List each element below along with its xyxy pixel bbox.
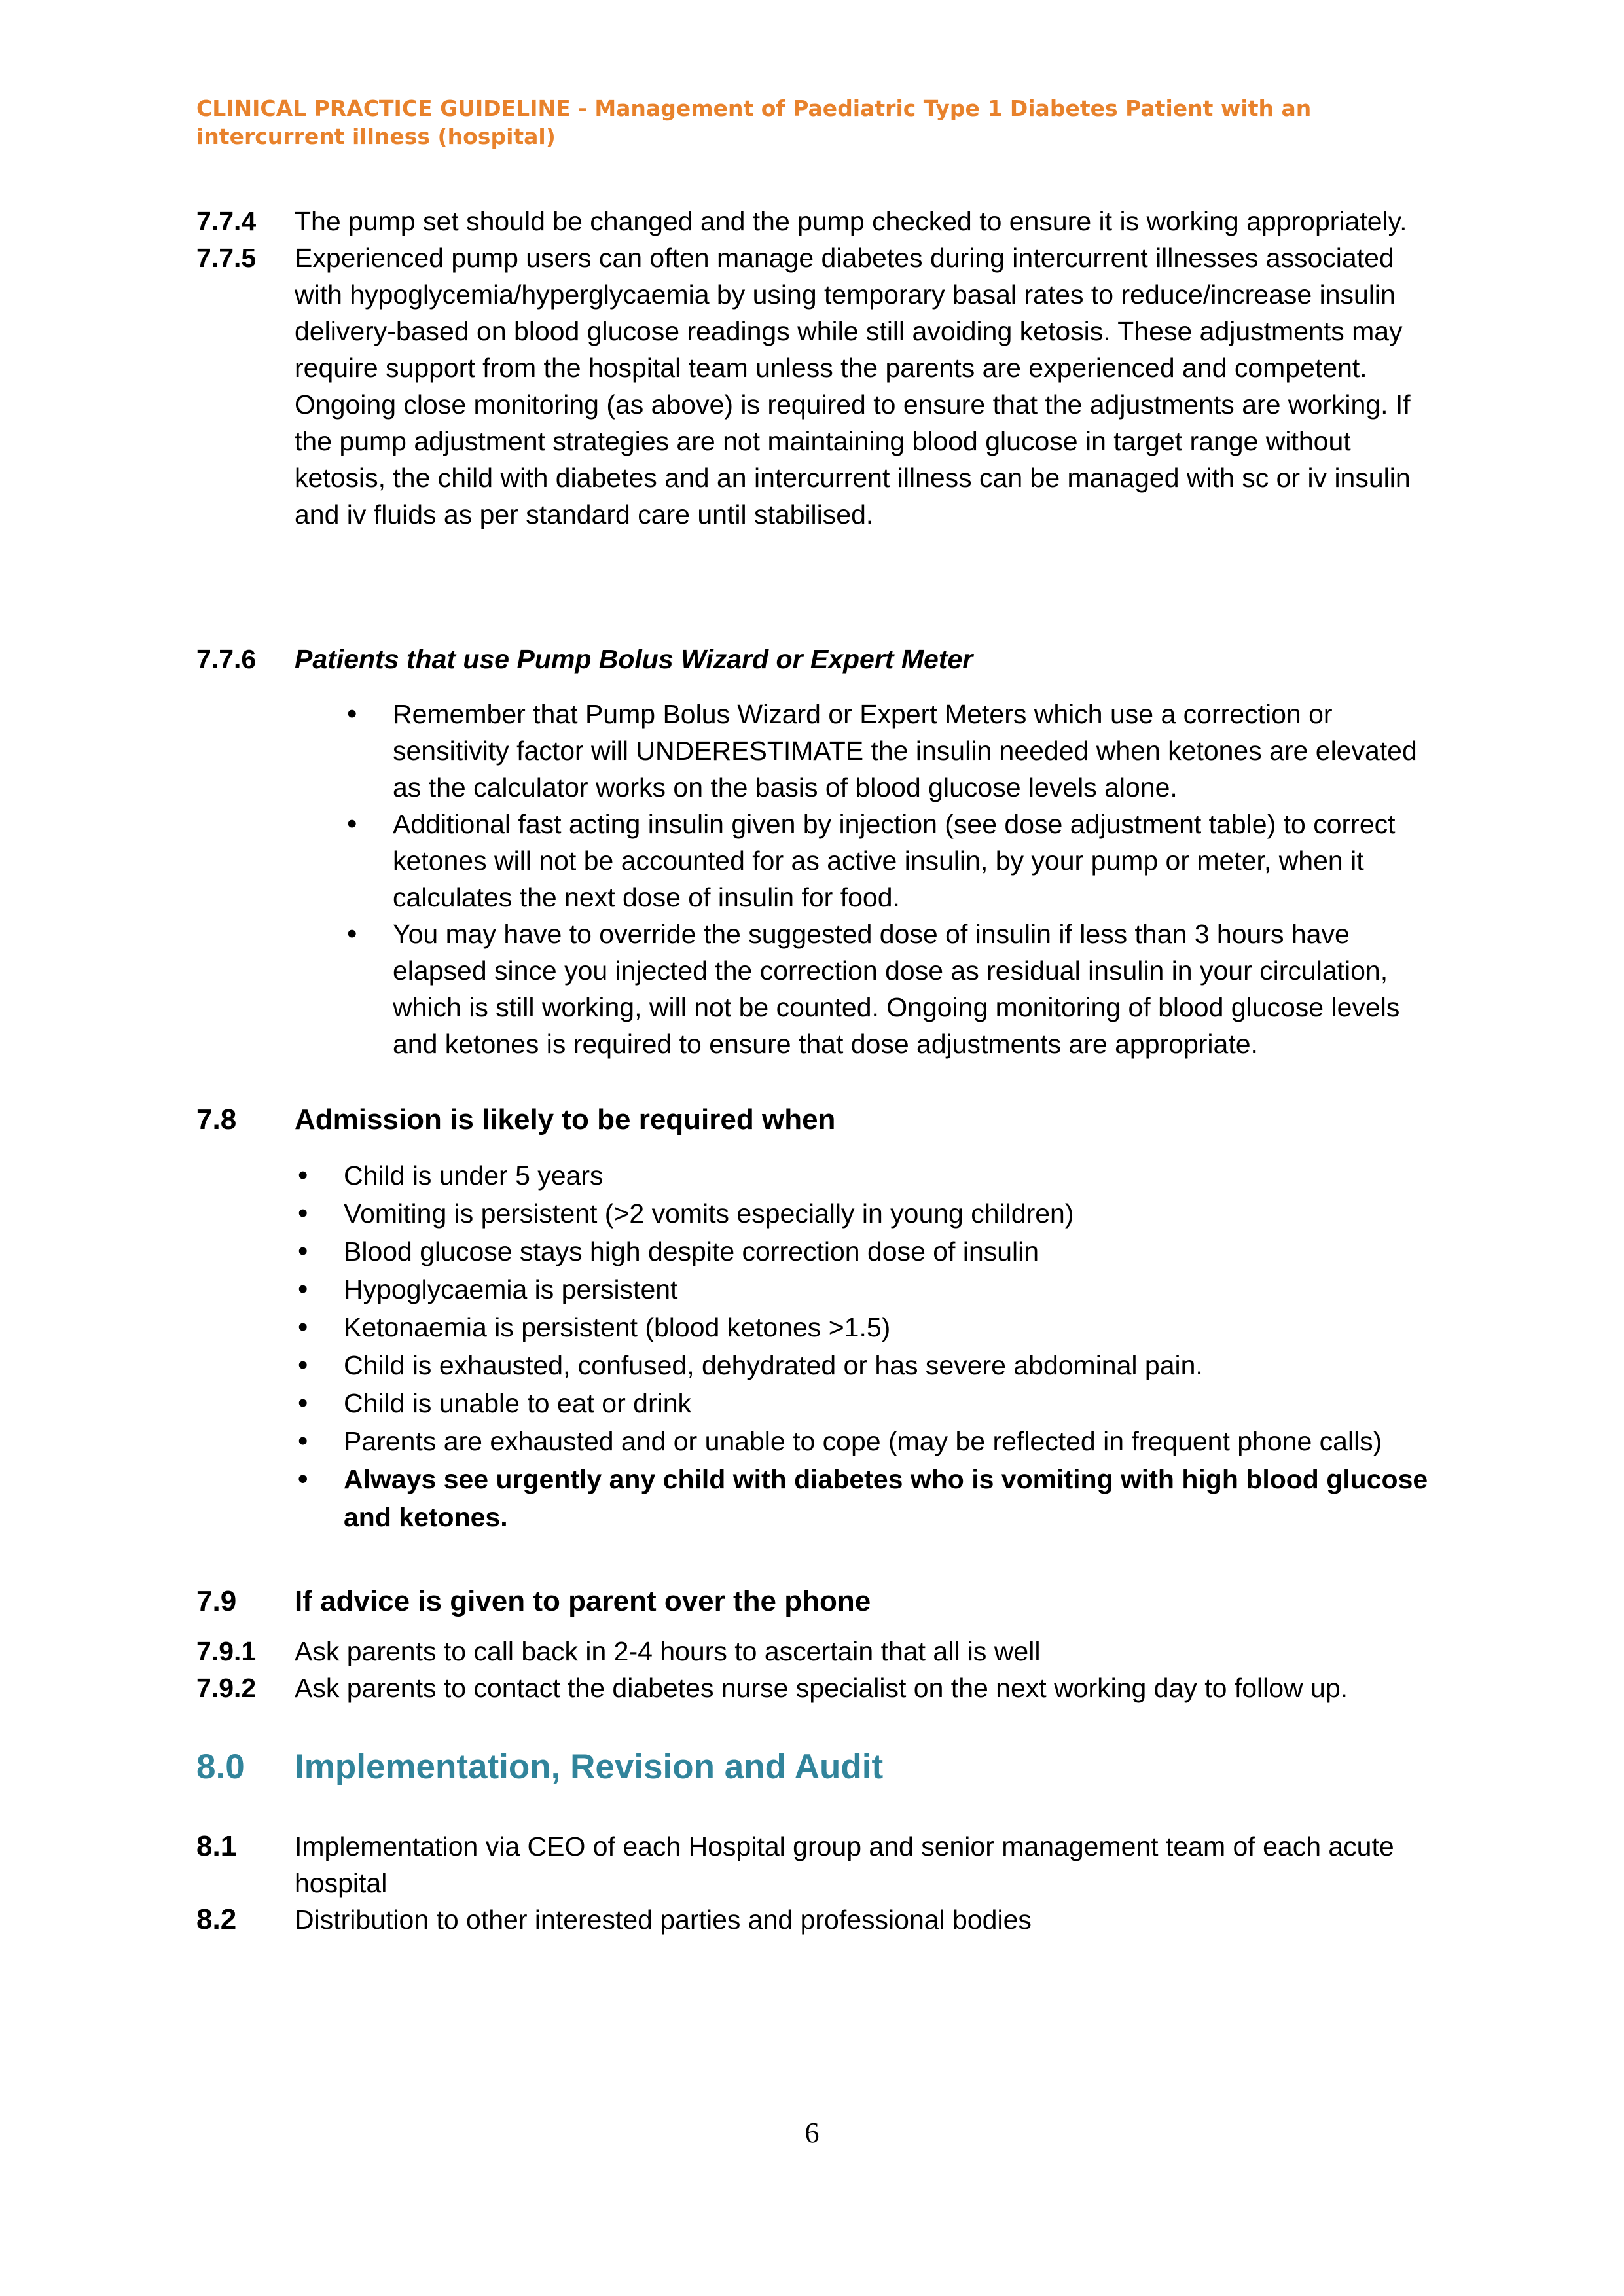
paragraph: Experienced pump users can often manage diabetes during intercurrent illnesses associated with hypoglycemia/hyperglycaemia by using temporary basal rates to reduce/increase insulin delivery-based on blood glucose readings while still avoiding ketosis. These adjustments may require support from the hospital team unless the parents are experienced and competent. Ongoing close monitoring (as above) is required to ensure that the adjustments are working. If the pump adjustment strategies are not maintaining blood glucose in target range without ketosis, the child with diabetes and an intercurrent illness can be managed with sc or iv insulin and iv fluids as per standard care until stabilised. bbox=[295, 243, 1411, 529]
section-number: 7.9.2 bbox=[196, 1673, 257, 1703]
list-item: • Child is under 5 years bbox=[344, 1157, 1440, 1194]
list-item: • Vomiting is persistent (>2 vomits especially in young children) bbox=[344, 1194, 1440, 1232]
header-line-2: intercurrent illness (hospital) bbox=[196, 124, 556, 149]
section-7-7-5 bbox=[196, 240, 1440, 533]
list-item: • You may have to override the suggested dose of insulin if less than 3 hours have elapsed since you injected the correction dose as residual insulin in your circulation, which is still working, will not be counted. Ongoing monitoring of blood glucose levels and ketones is required to ensure that dose adjustments are appropriate. bbox=[393, 916, 1440, 1062]
section-number: 7.9.1 bbox=[196, 1636, 257, 1666]
section-7-7-6-heading bbox=[196, 641, 1440, 677]
section-7-9-heading bbox=[196, 1583, 1440, 1620]
section-number: 8.0 bbox=[196, 1748, 245, 1786]
list-item: • Child is unable to eat or drink bbox=[344, 1384, 1440, 1422]
section-7-7-4 bbox=[196, 203, 1440, 240]
list-item: • Child is exhausted, confused, dehydrated or has severe abdominal pain. bbox=[344, 1346, 1440, 1384]
admission-criteria-list bbox=[344, 1157, 1440, 1536]
paragraph: Distribution to other interested parties and professional bodies bbox=[295, 1905, 1032, 1935]
running-header bbox=[196, 94, 1440, 151]
section-number: 8.1 bbox=[196, 1830, 237, 1862]
section-8-2 bbox=[196, 1901, 1440, 1938]
paragraph: Ask parents to call back in 2-4 hours to ascertain that all is well bbox=[295, 1636, 1041, 1666]
list-item: • Additional fast acting insulin given by injection (see dose adjustment table) to correct ketones will not be accounted for as active insulin, by your pump or meter, when it calculates the next dose of insulin for food. bbox=[393, 806, 1440, 916]
paragraph: Ask parents to contact the diabetes nurse specialist on the next working day to follow up. bbox=[295, 1673, 1348, 1703]
paragraph: The pump set should be changed and the pump checked to ensure it is working appropriately. bbox=[295, 206, 1407, 236]
paragraph: Implementation via CEO of each Hospital group and senior management team of each acute hospital bbox=[295, 1831, 1394, 1898]
list-item-urgent: • Always see urgently any child with diabetes who is vomiting with high blood glucose and ketones. bbox=[344, 1460, 1440, 1536]
section-number: 7.7.6 bbox=[196, 644, 257, 674]
section-7-8-heading bbox=[196, 1102, 1440, 1138]
section-number: 8.2 bbox=[196, 1903, 237, 1935]
list-item: • Hypoglycaemia is persistent bbox=[344, 1270, 1440, 1308]
section-number: 7.9 bbox=[196, 1585, 237, 1617]
section-title: Admission is likely to be required when bbox=[295, 1103, 836, 1136]
section-8-1 bbox=[196, 1828, 1440, 1901]
section-8-0-heading bbox=[196, 1744, 1440, 1790]
section-7-9-2 bbox=[196, 1670, 1440, 1706]
section-number: 7.7.5 bbox=[196, 243, 257, 273]
section-title: If advice is given to parent over the phone bbox=[295, 1585, 871, 1617]
section-number: 7.8 bbox=[196, 1103, 237, 1136]
section-title: Implementation, Revision and Audit bbox=[295, 1748, 884, 1786]
list-item: • Remember that Pump Bolus Wizard or Expert Meters which use a correction or sensitivity factor will UNDERESTIMATE the insulin needed when ketones are elevated as the calculator works on the basis of blood glucose levels alone. bbox=[393, 696, 1440, 806]
list-item: • Parents are exhausted and or unable to cope (may be reflected in frequent phone calls) bbox=[344, 1422, 1440, 1460]
page-number: 6 bbox=[804, 2117, 820, 2149]
section-7-9-1 bbox=[196, 1633, 1440, 1670]
list-item: • Blood glucose stays high despite correction dose of insulin bbox=[344, 1232, 1440, 1270]
subsection-title: Patients that use Pump Bolus Wizard or Expert Meter bbox=[295, 644, 973, 674]
list-item: • Ketonaemia is persistent (blood ketones >1.5) bbox=[344, 1308, 1440, 1346]
section-number: 7.7.4 bbox=[196, 206, 257, 236]
document-body bbox=[196, 203, 1440, 1938]
pump-bolus-bullet-list bbox=[393, 696, 1440, 1062]
header-line-1: CLINICAL PRACTICE GUIDELINE - Management of Paediatric Type 1 Diabetes Patient with an bbox=[196, 96, 1312, 121]
